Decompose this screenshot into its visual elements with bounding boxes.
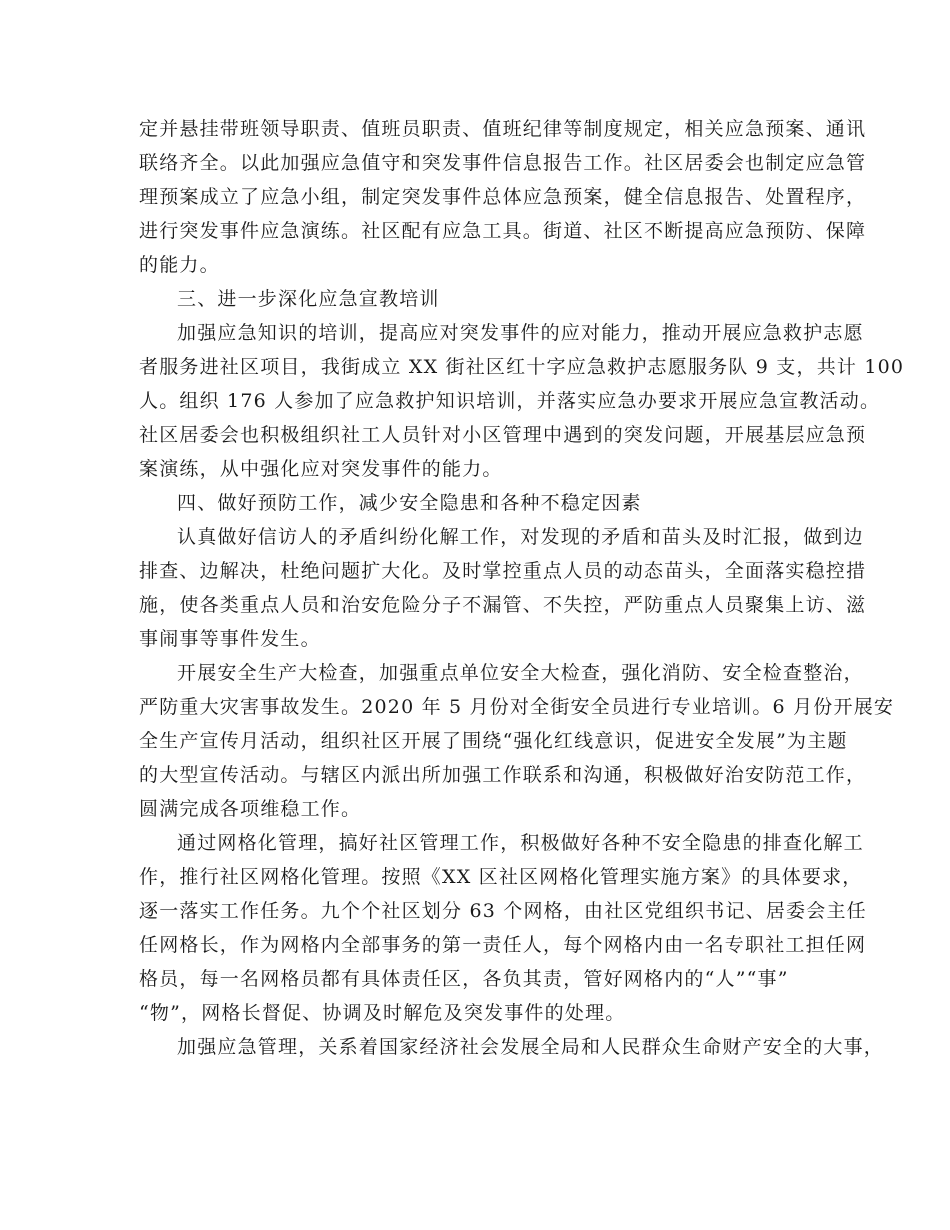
paragraph-line: 任网格长，作为网格内全部事务的第一责任人，每个网格内由一名专职社工担任网 — [139, 934, 867, 956]
paragraph-first-line: 认真做好信访人的矛盾纠纷化解工作，对发现的矛盾和苗头及时汇报，做到边 — [177, 526, 864, 548]
paragraph-first-line: 通过网格化管理，搞好社区管理工作，积极做好各种不安全隐患的排查化解工 — [177, 832, 864, 854]
paragraph-line: 的能力。 — [139, 254, 220, 276]
paragraph-line: 人。组织 176 人参加了应急救护知识培训，并落实应急办要求开展应急宣教活动。 — [139, 390, 881, 412]
paragraph-line: 的大型宣传活动。与辖区内派出所加强工作联系和沟通，积极做好治安防范工作， — [139, 764, 867, 786]
paragraph-line: 作，推行社区网格化管理。按照《XX 区社区网格化管理实施方案》的具体要求， — [139, 866, 863, 888]
paragraph-line: 进行突发事件应急演练。社区配有应急工具。街道、社区不断提高应急预防、保障 — [139, 220, 867, 242]
paragraph-line: 理预案成立了应急小组，制定突发事件总体应急预案，健全信息报告、处置程序， — [139, 186, 867, 208]
paragraph-line: 施，使各类重点人员和治安危险分子不漏管、不失控，严防重点人员聚集上访、滋 — [139, 594, 867, 616]
paragraph-line: 案演练，从中强化应对突发事件的能力。 — [139, 458, 503, 480]
paragraph-first-line: 三、进一步深化应急宣教培训 — [177, 288, 440, 310]
paragraph-line: 格员，每一名网格员都有具体责任区，各负其责，管好网格内的“人”“事” — [139, 968, 789, 990]
paragraph-first-line: 加强应急管理，关系着国家经济社会发展全局和人民群众生命财产安全的大事， — [177, 1036, 885, 1058]
paragraph-line: 事闹事等事件发生。 — [139, 628, 321, 650]
paragraph-line: 社区居委会也积极组织社工人员针对小区管理中遇到的突发问题，开展基层应急预 — [139, 424, 867, 446]
paragraph-line: 严防重大灾害事故发生。2020 年 5 月份对全街安全员进行专业培训。6 月份开展安 — [139, 696, 895, 718]
paragraph-first-line: 四、做好预防工作，减少安全隐患和各种不稳定因素 — [177, 492, 642, 514]
paragraph-line: 全生产宣传月活动，组织社区开展了围绕“强化红线意识，促进安全发展”为主题 — [139, 730, 848, 752]
paragraph-line: 联络齐全。以此加强应急值守和突发事件信息报告工作。社区居委会也制定应急管 — [139, 152, 867, 174]
paragraph-first-line: 加强应急知识的培训，提高应对突发事件的应对能力，推动开展应急救护志愿 — [177, 322, 864, 344]
paragraph-line: 圆满完成各项维稳工作。 — [139, 798, 362, 820]
paragraph-line: 者服务进社区项目，我街成立 XX 街社区红十字应急救护志愿服务队 9 支，共计 100 — [139, 356, 905, 378]
paragraph-first-line: 开展安全生产大检查，加强重点单位安全大检查，强化消防、安全检查整治， — [177, 662, 864, 684]
paragraph-line: “物”，网格长督促、协调及时解危及突发事件的处理。 — [139, 1002, 626, 1024]
document-body — [139, 112, 905, 1064]
paragraph-line: 定并悬挂带班领导职责、值班员职责、值班纪律等制度规定，相关应急预案、通讯 — [139, 118, 867, 140]
paragraph-line: 排查、边解决，杜绝问题扩大化。及时掌控重点人员的动态苗头，全面落实稳控措 — [139, 560, 867, 582]
paragraph-line: 逐一落实工作任务。九个个社区划分 63 个网格，由社区党组织书记、居委会主任 — [139, 900, 867, 922]
